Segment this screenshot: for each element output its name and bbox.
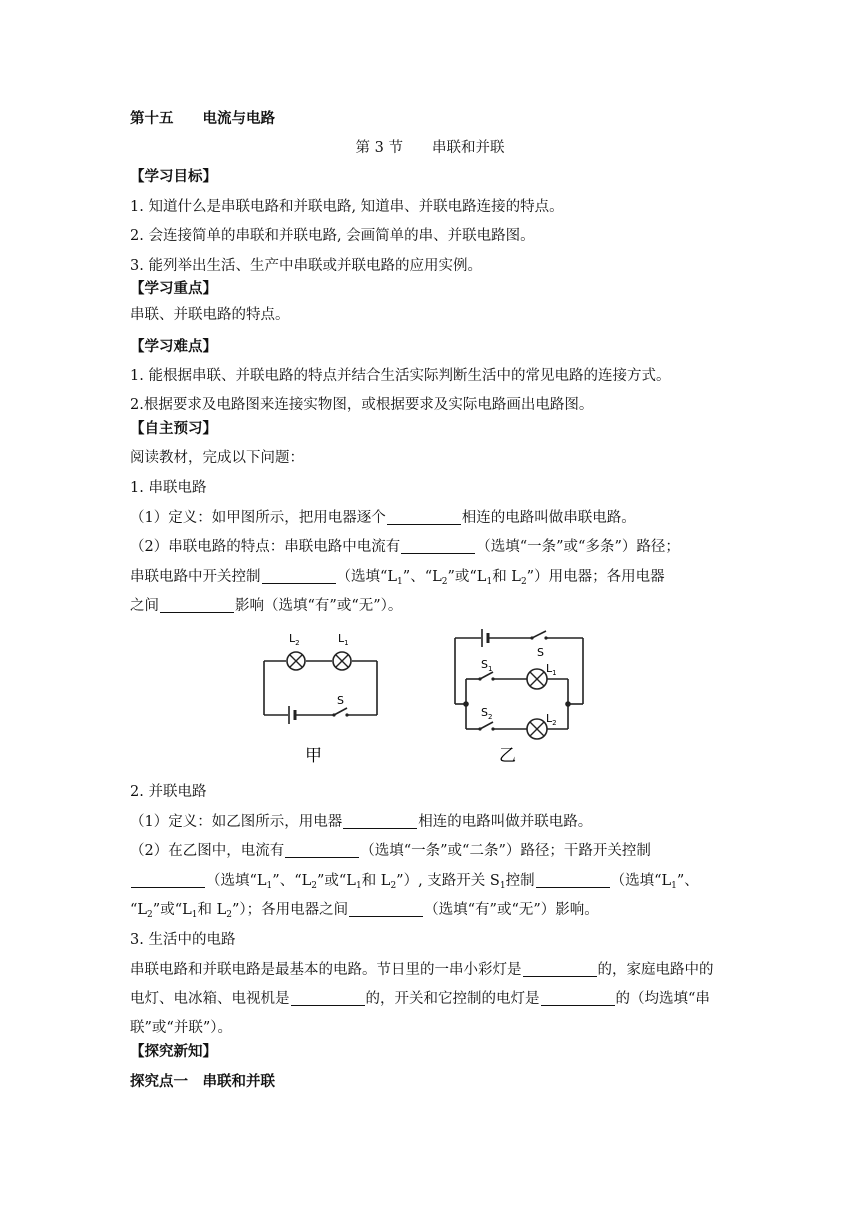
answer-blank[interactable] — [387, 509, 461, 525]
goal-item-1: 1. 知道什么是串联电路和并联电路, 知道串、并联电路连接的特点。 — [130, 199, 564, 215]
switch-s-main-icon — [532, 631, 546, 638]
series-feature-line-2: 串联电路中开关控制 （选填“$L_1$”、“$L_2$”或“$L_1$和 $L_2$”）用电器；各用电器 — [130, 569, 665, 587]
life-line-3: 联”或“并联”）。 — [130, 1020, 232, 1036]
caption-jia: 甲 — [305, 746, 322, 766]
label-s: S — [337, 694, 344, 707]
label-l2: $L_2$ — [289, 632, 300, 647]
life-line-1: 串联电路和并联电路是最基本的电路。节日里的一串小彩灯是 的，家庭电路中的 — [130, 962, 714, 978]
parallel-line-4: “$L_2$”或“$L_1$和 $L_2$”）；各用电器之间 （选填“有”或“无”）影响。 — [130, 902, 599, 920]
preview-intro: 阅读教材，完成以下问题： — [130, 450, 304, 466]
goal-item-3: 3. 能列举出生活、生产中串联或并联电路的应用实例。 — [130, 258, 482, 274]
answer-blank[interactable] — [160, 597, 234, 613]
series-definition: （1）定义：如甲图所示，把用电器逐个 相连的电路叫做串联电路。 — [130, 510, 636, 526]
key-points-heading: 【学习重点】 — [130, 280, 217, 297]
series-feature-line-3: 之间 影响（选填“有”或“无”）。 — [130, 598, 403, 614]
answer-blank[interactable] — [349, 901, 423, 917]
explore-point-1: 探究点一 串联和并联 — [130, 1073, 275, 1090]
parallel-title: 2. 并联电路 — [130, 784, 207, 800]
life-title: 3. 生活中的电路 — [130, 932, 236, 948]
answer-blank[interactable] — [291, 990, 365, 1006]
series-feature-line-1: （2）串联电路的特点：串联电路中电流有 （选填“一条”或“多条”）路径； — [130, 539, 680, 555]
parallel-definition: （1）定义：如乙图所示，用电器 相连的电路叫做并联电路。 — [130, 814, 593, 830]
switch-s2-icon — [480, 722, 493, 729]
answer-blank[interactable] — [285, 842, 359, 858]
chapter-title: 第十五 电流与电路 — [130, 110, 275, 127]
goals-heading: 【学习目标】 — [130, 168, 217, 185]
caption-yi: 乙 — [499, 746, 516, 766]
answer-blank[interactable] — [262, 568, 336, 584]
label-s-main: S — [537, 646, 544, 659]
answer-blank[interactable] — [523, 961, 597, 977]
preview-heading: 【自主预习】 — [130, 420, 217, 437]
answer-blank[interactable] — [343, 813, 417, 829]
parallel-line-3: （选填“$L_1$”、“$L_2$”或“$L_1$和 $L_2$”）, 支路开关 $S_1$控制 （选填“$L_1$”、 — [130, 871, 699, 891]
label-s1: $S_1$ — [481, 658, 493, 673]
series-circuit-diagram — [264, 661, 377, 715]
label-l2-2: $L_2$ — [546, 712, 557, 727]
parallel-circuit-diagram — [455, 638, 583, 729]
label-l1-2: $L_1$ — [546, 662, 557, 677]
answer-blank[interactable] — [536, 872, 610, 888]
goal-item-2: 2. 会连接简单的串联和并联电路, 会画简单的串、并联电路图。 — [130, 228, 535, 244]
difficulties-heading: 【学习难点】 — [130, 338, 217, 355]
junction-left — [463, 701, 469, 707]
switch-s1-icon — [480, 672, 493, 679]
difficulty-item-2: 2.根据要求及电路图来连接实物图，或根据要求及实际电路画出电路图。 — [130, 397, 594, 413]
life-line-2: 电灯、电冰箱、电视机是 的，开关和它控制的电灯是 的（均选填“串 — [130, 991, 710, 1007]
answer-blank[interactable] — [541, 990, 615, 1006]
difficulty-item-1: 1. 能根据串联、并联电路的特点并结合生活实际判断生活中的常见电路的连接方式。 — [130, 368, 671, 384]
circuit-figures — [0, 620, 860, 770]
switch-s-icon — [334, 708, 347, 715]
label-s2: $S_2$ — [481, 706, 493, 721]
answer-blank[interactable] — [131, 872, 205, 888]
label-l1: $L_1$ — [338, 632, 349, 647]
series-title: 1. 串联电路 — [130, 480, 207, 496]
section-title: 第 3 节 串联和并联 — [355, 140, 505, 156]
junction-right — [565, 701, 571, 707]
key-points-text: 串联、并联电路的特点。 — [130, 307, 290, 323]
explore-heading: 【探究新知】 — [130, 1043, 217, 1060]
answer-blank[interactable] — [401, 538, 475, 554]
parallel-line-2: （2）在乙图中，电流有 （选填“一条”或“二条”）路径；干路开关控制 — [130, 843, 651, 859]
